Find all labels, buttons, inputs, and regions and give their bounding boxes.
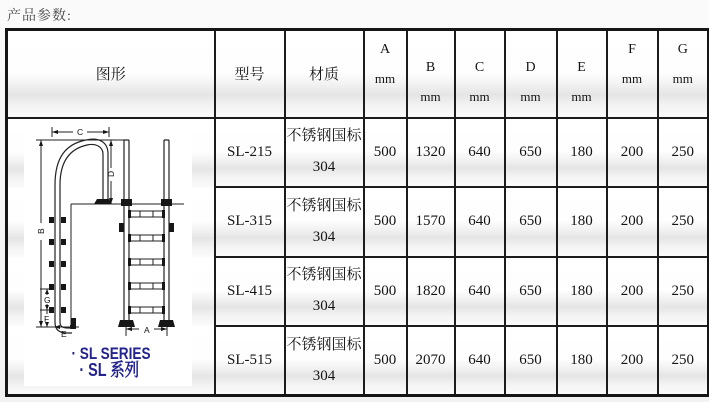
cell-dim-a: 500 — [364, 118, 407, 188]
cell-dim-a: 500 — [364, 326, 407, 396]
deck-flange — [94, 199, 112, 204]
cell-model: SL-315 — [215, 187, 285, 257]
cell-dim-f: 200 — [607, 326, 658, 396]
cell-dim-g: 250 — [658, 187, 709, 257]
col-header-dim-f: F mm — [607, 30, 658, 118]
page-title: 产品参数: — [7, 9, 72, 24]
cell-material: 不锈钢国标 304 — [285, 187, 364, 257]
col-header-dim-a: A mm — [364, 30, 407, 118]
col-header-dim-g: G mm — [658, 30, 709, 118]
dim-label-a: A — [144, 324, 150, 335]
cell-dim-g: 250 — [658, 118, 709, 188]
col-header-dim-d: D mm — [505, 30, 557, 118]
col-header-model: 型号 — [215, 30, 285, 118]
cell-dim-f: 200 — [607, 187, 658, 257]
dim-label-d: D — [106, 170, 116, 177]
cell-dim-d: 650 — [505, 187, 557, 257]
dim-label-b: B — [36, 227, 46, 234]
cell-dim-c: 640 — [455, 118, 505, 188]
product-figure — [24, 123, 192, 386]
deck-clamp-right — [161, 199, 172, 206]
cell-model: SL-215 — [215, 118, 285, 188]
cell-dim-e: 180 — [557, 118, 607, 188]
deck-clamp-left — [121, 199, 132, 206]
series-label-en: · SL SERIES — [71, 343, 151, 363]
col-header-dim-e: E mm — [557, 30, 607, 118]
dim-label-c: C — [77, 126, 84, 137]
product-spec-table — [5, 28, 709, 397]
ladder-diagram — [24, 123, 192, 341]
cell-dim-e: 180 — [557, 326, 607, 396]
cell-model: SL-515 — [215, 326, 285, 396]
cell-material: 不锈钢国标 304 — [285, 118, 364, 188]
figure-cell — [7, 118, 215, 396]
cell-dim-g: 250 — [658, 326, 709, 396]
front-rungs — [128, 210, 165, 314]
cell-dim-d: 650 — [505, 326, 557, 396]
table-row — [7, 118, 709, 188]
col-header-figure: 图形 — [7, 30, 215, 118]
cell-model: SL-415 — [215, 257, 285, 327]
cell-dim-f: 200 — [607, 257, 658, 327]
cell-dim-e: 180 — [557, 257, 607, 327]
header-row — [7, 30, 709, 118]
side-rung-stubs — [49, 217, 66, 313]
cell-dim-c: 640 — [455, 257, 505, 327]
col-header-dim-c: C mm — [455, 30, 505, 118]
dim-label-g: G — [44, 294, 51, 305]
cell-dim-b: 1570 — [407, 187, 455, 257]
cell-dim-c: 640 — [455, 326, 505, 396]
cell-dim-b: 1820 — [407, 257, 455, 327]
anchor-ear-left — [119, 223, 124, 232]
cell-material: 不锈钢国标 304 — [285, 326, 364, 396]
cell-dim-g: 250 — [658, 257, 709, 327]
cell-dim-c: 640 — [455, 187, 505, 257]
cell-dim-b: 2070 — [407, 326, 455, 396]
cell-dim-a: 500 — [364, 187, 407, 257]
col-header-dim-b: B mm — [407, 30, 455, 118]
cell-dim-b: 1320 — [407, 118, 455, 188]
cell-material: 不锈钢国标 304 — [285, 257, 364, 327]
series-label-cn: · SL 系列 — [79, 359, 140, 380]
anchor-ear-right — [169, 223, 174, 232]
cell-dim-d: 650 — [505, 118, 557, 188]
cell-dim-e: 180 — [557, 187, 607, 257]
dim-label-f: F — [44, 313, 50, 324]
cell-dim-a: 500 — [364, 257, 407, 327]
foot-right — [158, 320, 175, 327]
dim-label-e: E — [61, 328, 67, 339]
foot-left — [118, 320, 135, 327]
col-header-material: 材质 — [285, 30, 364, 118]
cell-dim-d: 650 — [505, 257, 557, 327]
cell-dim-f: 200 — [607, 118, 658, 188]
